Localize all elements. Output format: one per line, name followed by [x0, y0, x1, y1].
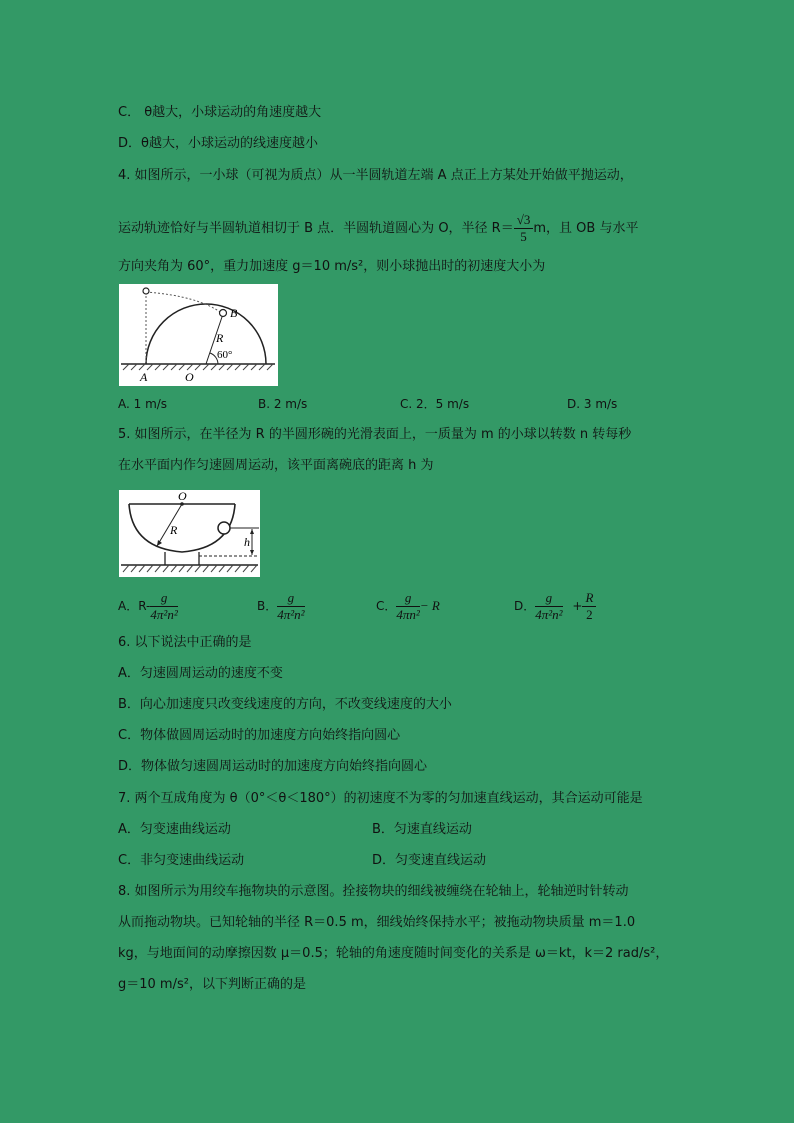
- q6-stem: 6. 以下说法中正确的是: [118, 635, 252, 650]
- q4-label-a: A: [140, 370, 148, 384]
- q4-label-angle: 60°: [217, 349, 233, 361]
- q4-line2-pre: 运动轨迹恰好与半圆轨道相切于 B 点．半圆轨道圆心为 O，半径 R＝: [118, 221, 514, 236]
- q5-option-c-fraction: [396, 590, 419, 623]
- q5-option-d-r-over-2: [582, 590, 596, 623]
- q4-option-b: B. 2 m/s: [258, 397, 308, 411]
- q4-label-o: O: [185, 370, 194, 384]
- q5-option-a-fraction: [150, 590, 177, 623]
- q8-stem-line4: g＝10 m/s²，以下判断正确的是: [118, 977, 306, 992]
- q5-option-b: [257, 590, 305, 623]
- q5-stem-line1: 5. 如图所示，在半径为 R 的半圆形碗的光滑表面上，一质量为 m 的小球以转数 n 转每秒: [118, 427, 632, 442]
- q5-c-den: 4πn²: [396, 607, 420, 622]
- q7-option-a: A．匀变速曲线运动: [118, 822, 231, 837]
- q5-d-r: R: [582, 590, 596, 607]
- q6-option-d: D．物体做匀速圆周运动时的加速度方向始终指向圆心: [118, 759, 428, 774]
- q4-radius-denominator: 5: [520, 229, 527, 244]
- q4-stem-line3: 方向夹角为 60°，重力加速度 g＝10 m/s²，则小球抛出时的初速度大小为: [118, 259, 546, 274]
- q7-option-b: B．匀速直线运动: [372, 822, 472, 837]
- q5-option-d: [514, 590, 596, 623]
- q8-stem-line2: 从而拖动物块。已知轮轴的半径 R＝0.5 m，细线始终保持水平；被拖动物块质量 m＝1.0: [118, 915, 636, 930]
- q5-figure: [119, 490, 260, 577]
- q5-option-b-prefix: B．: [257, 599, 278, 613]
- q5-label-r: R: [170, 523, 178, 537]
- q5-label-o: O: [178, 490, 187, 503]
- q3-option-d: D．θ越大，小球运动的线速度越小: [118, 136, 318, 151]
- q5-d-num: g: [535, 590, 562, 607]
- q5-stem-line2: 在水平面内作匀速圆周运动，该平面离碗底的距离 h 为: [118, 458, 434, 473]
- q4-line2-post: m，且 OB 与水平: [533, 221, 639, 236]
- q8-stem-line3: kg，与地面间的动摩擦因数 μ＝0.5；轮轴的角速度随时间变化的关系是 ω＝kt，k＝2 rad/s²，: [118, 946, 669, 961]
- q5-option-c: [376, 590, 440, 623]
- q6-option-a: A．匀速圆周运动的速度不变: [118, 666, 283, 681]
- q4-option-c: C. 2．5 m/s: [400, 397, 470, 411]
- q7-stem: 7. 两个互成角度为 θ（0°＜θ＜180°）的初速度不为零的匀加速直线运动，其合运动可能是: [118, 791, 643, 806]
- q4-option-a: A. 1 m/s: [118, 397, 168, 411]
- q5-option-a: [118, 590, 178, 623]
- q5-label-h: h: [244, 535, 250, 549]
- q4-label-r: R: [216, 331, 224, 345]
- q5-option-d-fraction: [535, 590, 562, 623]
- q5-option-a-prefix: A．R-: [118, 599, 151, 613]
- q5-c-num: g: [396, 590, 419, 607]
- q5-a-num: g: [150, 590, 177, 607]
- q5-option-b-fraction: [277, 590, 304, 623]
- q4-option-d: D. 3 m/s: [567, 397, 618, 411]
- q4-label-b: B: [230, 306, 238, 320]
- q4-diagram: [119, 284, 278, 386]
- q5-option-c-prefix: C．: [376, 599, 397, 613]
- q5-d-2: 2: [586, 607, 593, 622]
- q7-option-d: D．匀变速直线运动: [372, 853, 487, 868]
- q5-diagram: [119, 490, 260, 577]
- q7-option-c: C．非匀变速曲线运动: [118, 853, 245, 868]
- q6-option-c: C．物体做圆周运动时的加速度方向始终指向圆心: [118, 728, 401, 743]
- q4-stem-line1: 4. 如图所示，一小球（可视为质点）从一半圆轨道左端 A 点正上方某处开始做平抛运动，: [118, 168, 633, 183]
- q4-radius-fraction: [514, 212, 534, 245]
- q4-figure: [119, 284, 278, 386]
- q5-b-num: g: [277, 590, 304, 607]
- q5-option-c-suffix: − R: [419, 598, 440, 613]
- q5-a-den: 4π²n²: [150, 607, 178, 622]
- q6-option-b: B．向心加速度只改变线速度的方向，不改变线速度的大小: [118, 697, 452, 712]
- q3-option-c: C． θ越大，小球运动的角速度越大: [118, 105, 322, 120]
- q5-option-d-plus: +: [572, 599, 583, 613]
- q5-b-den: 4π²n²: [277, 607, 305, 622]
- q5-d-den: 4π²n²: [535, 607, 563, 622]
- q5-option-d-prefix: D．: [514, 599, 536, 613]
- q4-stem-line2: [118, 212, 638, 245]
- q4-radius-numerator: √3: [514, 212, 534, 229]
- q8-stem-line1: 8. 如图所示为用绞车拖物块的示意图。拴接物块的细线被缠绕在轮轴上，轮轴逆时针转动: [118, 884, 629, 899]
